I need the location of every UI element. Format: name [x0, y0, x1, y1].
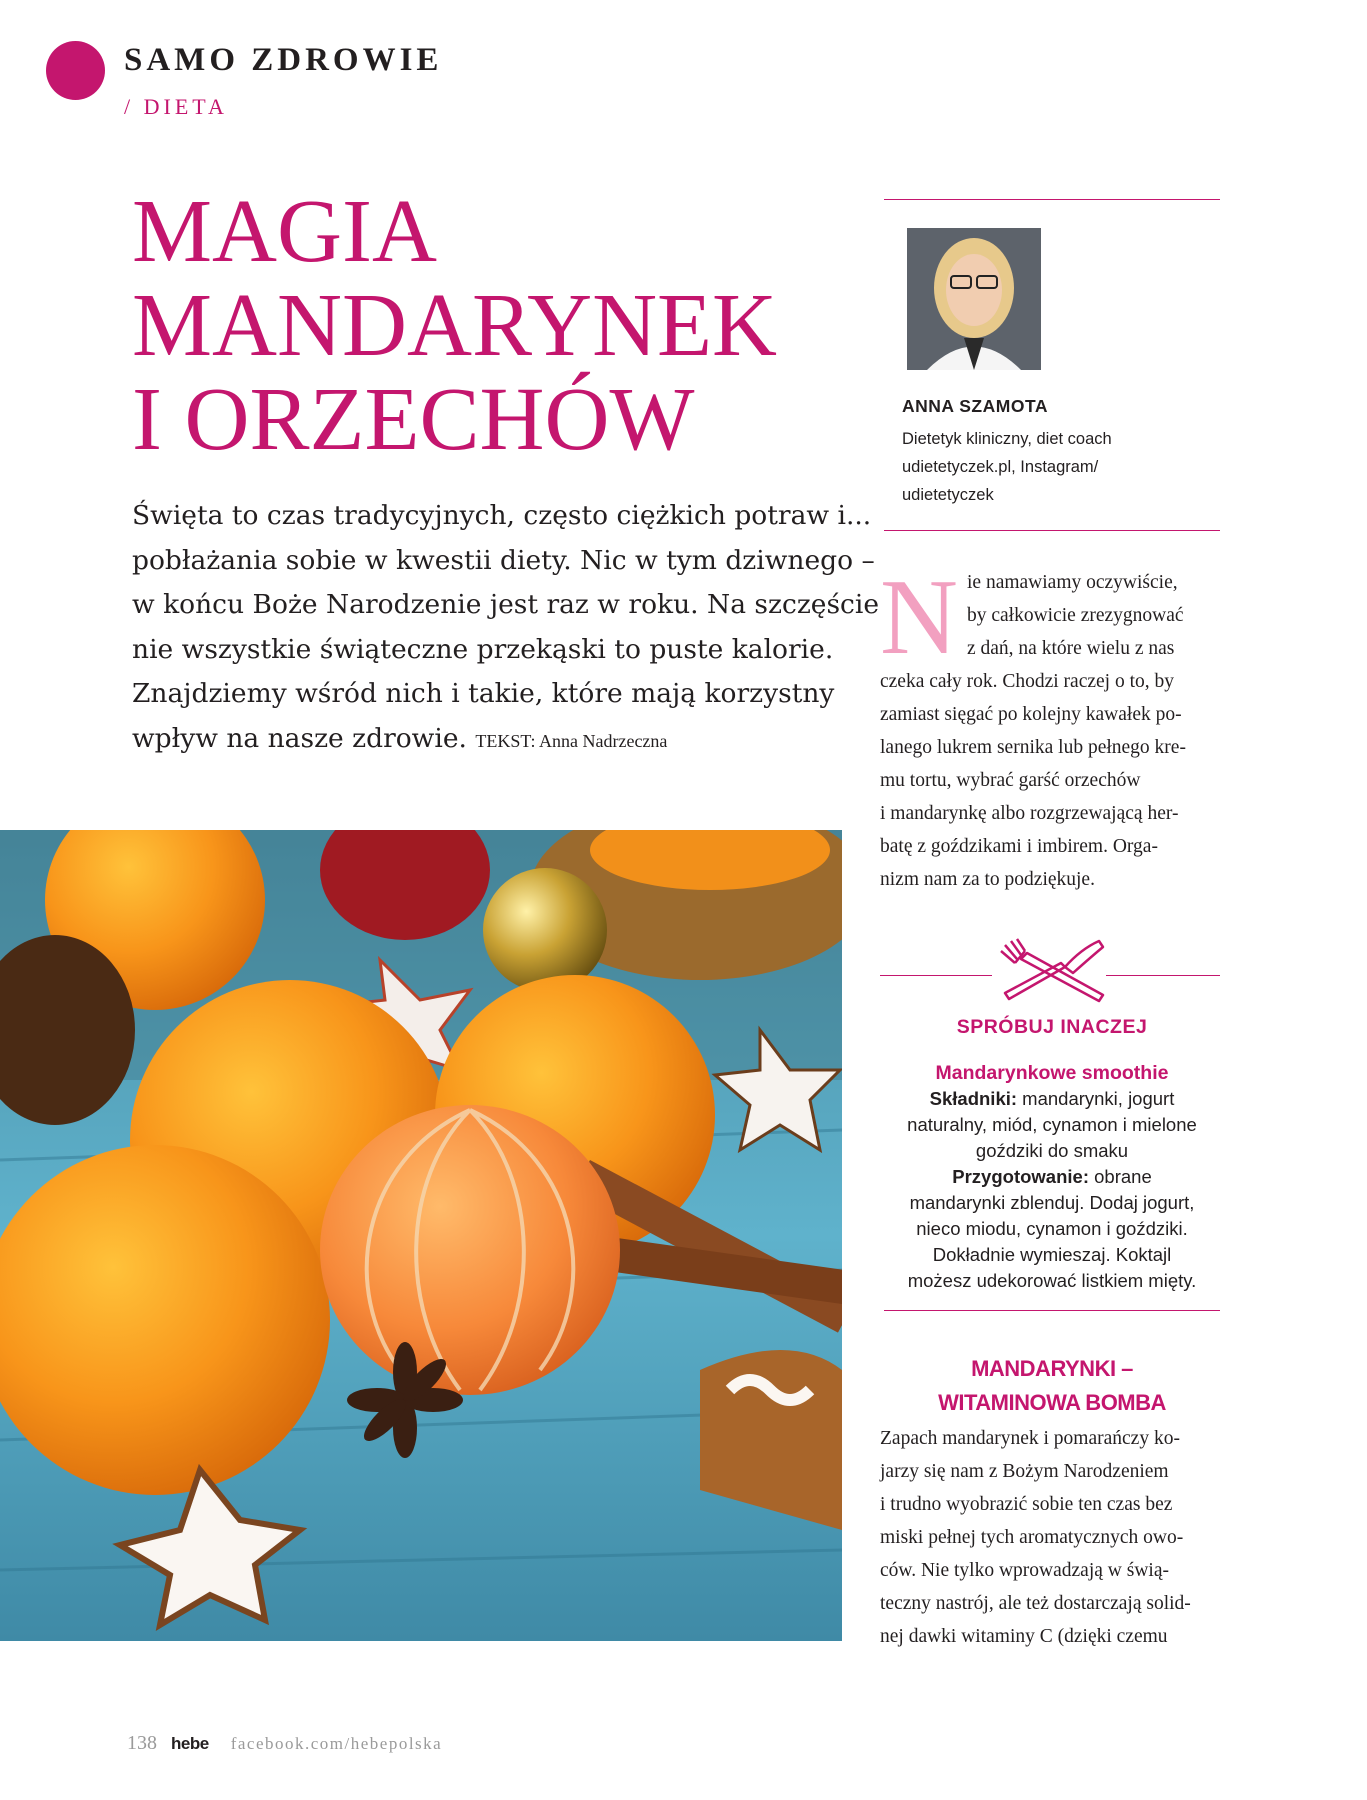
- fork-knife-icon: [995, 937, 1109, 1005]
- recipe-line: możesz udekorować listkiem mięty.: [907, 1270, 1197, 1291]
- section2-line: jarzy się nam z Bożym Narodzeniem: [880, 1461, 1169, 1482]
- recipe-line: goździki do smaku: [975, 1140, 1129, 1161]
- ingredients-text: mandarynki, jogurt: [1022, 1088, 1175, 1109]
- intro-line: batę z goździkami i imbirem. Orga-: [880, 836, 1158, 857]
- brand-logo: hebe: [171, 1734, 209, 1753]
- section2-paragraph: [880, 1422, 1220, 1653]
- intro-line: z dań, na które wielu z nas: [967, 638, 1175, 659]
- headline-line: I ORZECHÓW: [132, 370, 695, 469]
- page-footer: [127, 1732, 442, 1755]
- recipe-title: Mandarynkowe smoothie: [935, 1062, 1169, 1084]
- section-subtitle: / DIETA: [124, 94, 228, 119]
- section2-line: i trudno wyobrazić sobie ten czas bez: [880, 1494, 1173, 1515]
- lead-line: w końcu Boże Narodzenie jest raz w roku. Na szczęście: [132, 589, 880, 620]
- lead-line-text: wpływ na nasze zdrowie.: [132, 722, 467, 754]
- sidebar-mid-rule: [884, 530, 1220, 531]
- intro-line: lanego lukrem sernika lub pełnego kre-: [880, 737, 1186, 758]
- ingredients-label: Składniki:: [929, 1088, 1018, 1109]
- recipe-line: [884, 1164, 1220, 1190]
- author-portrait-illustration: [907, 228, 1041, 370]
- section-title: SAMO ZDROWIE: [124, 42, 443, 78]
- recipe-line: naturalny, miód, cynamon i mielone: [907, 1114, 1197, 1135]
- author-name: ANNA SZAMOTA: [902, 396, 1048, 416]
- intro-line: i mandarynkę albo rozgrzewającą her-: [880, 803, 1179, 824]
- section2-line: teczny nastrój, ale też dostarczają solid-: [880, 1593, 1191, 1614]
- author-info-line: udietetyczek.pl, Instagram/: [902, 458, 1099, 476]
- box-rule-left: [880, 975, 992, 976]
- recipe-line: mandarynki zblenduj. Dodaj jogurt,: [909, 1192, 1195, 1213]
- intro-paragraph: [880, 558, 1220, 896]
- byline: TEKST: Anna Nadrzeczna: [475, 730, 668, 751]
- drop-cap: N: [880, 558, 958, 677]
- intro-line: mu tortu, wybrać garść orzechów: [880, 770, 1141, 791]
- section2-heading-line: WITAMINOWA BOMBA: [938, 1390, 1166, 1415]
- section2-line: miski pełnej tych aromatycznych owo-: [880, 1527, 1184, 1548]
- lead-paragraph: [132, 494, 880, 763]
- box-rule-right: [1106, 975, 1220, 976]
- footer-url[interactable]: facebook.com/hebepolska: [230, 1734, 443, 1753]
- headline-line: MANDARYNEK: [132, 276, 778, 375]
- intro-line: zamiast sięgać po kolejny kawałek po-: [880, 704, 1182, 725]
- recipe-line: Dokładnie wymieszaj. Koktajl: [932, 1244, 1172, 1265]
- intro-line: by całkowicie zrezygnować: [967, 605, 1184, 626]
- lead-line: Święta to czas tradycyjnych, często ciężkich potraw i...: [132, 500, 872, 531]
- lead-line-last: [132, 717, 852, 764]
- section2-line: ców. Nie tylko wprowadzają w świą-: [880, 1560, 1169, 1581]
- tangerines-illustration: [0, 830, 842, 1641]
- recipe-box: [884, 1060, 1220, 1294]
- prep-text: obrane: [1094, 1166, 1152, 1187]
- section2-line: Zapach mandarynek i pomarańczy ko-: [880, 1428, 1180, 1449]
- lead-line: Znajdziemy wśród nich i takie, które mają korzystny: [132, 678, 835, 709]
- intro-line: nizm nam za to podziękuje.: [880, 869, 1095, 890]
- section2-heading-line: MANDARYNKI –: [971, 1356, 1133, 1381]
- box-heading: SPRÓBUJ INACZEJ: [956, 1016, 1148, 1038]
- prep-label: Przygotowanie:: [952, 1166, 1089, 1187]
- author-photo: [907, 228, 1041, 370]
- section2-heading: [884, 1352, 1220, 1420]
- intro-line: ie namawiamy oczywiście,: [967, 572, 1178, 593]
- lead-line: nie wszystkie świąteczne przekąski to puste kalorie.: [132, 633, 834, 665]
- author-info-line: udietetyczek: [902, 486, 994, 504]
- sidebar-top-rule: [884, 199, 1220, 200]
- article-headline: [132, 182, 778, 469]
- recipe-line: nieco miodu, cynamon i goździki.: [916, 1218, 1188, 1239]
- section2-line: nej dawki witaminy C (dzięki czemu: [880, 1626, 1168, 1647]
- recipe-line: [884, 1086, 1220, 1112]
- tangerines-photo: [0, 830, 842, 1641]
- lead-line: pobłażania sobie w kwestii diety. Nic w tym dziwnego –: [132, 544, 875, 576]
- page-number: 138: [127, 1732, 157, 1754]
- author-info: [902, 425, 1202, 509]
- section-dot: [46, 41, 105, 100]
- headline-line: MAGIA: [132, 182, 437, 281]
- box-bottom-rule: [884, 1310, 1220, 1311]
- author-info-line: Dietetyk kliniczny, diet coach: [902, 430, 1112, 448]
- intro-line: czeka cały rok. Chodzi raczej o to, by: [880, 671, 1174, 692]
